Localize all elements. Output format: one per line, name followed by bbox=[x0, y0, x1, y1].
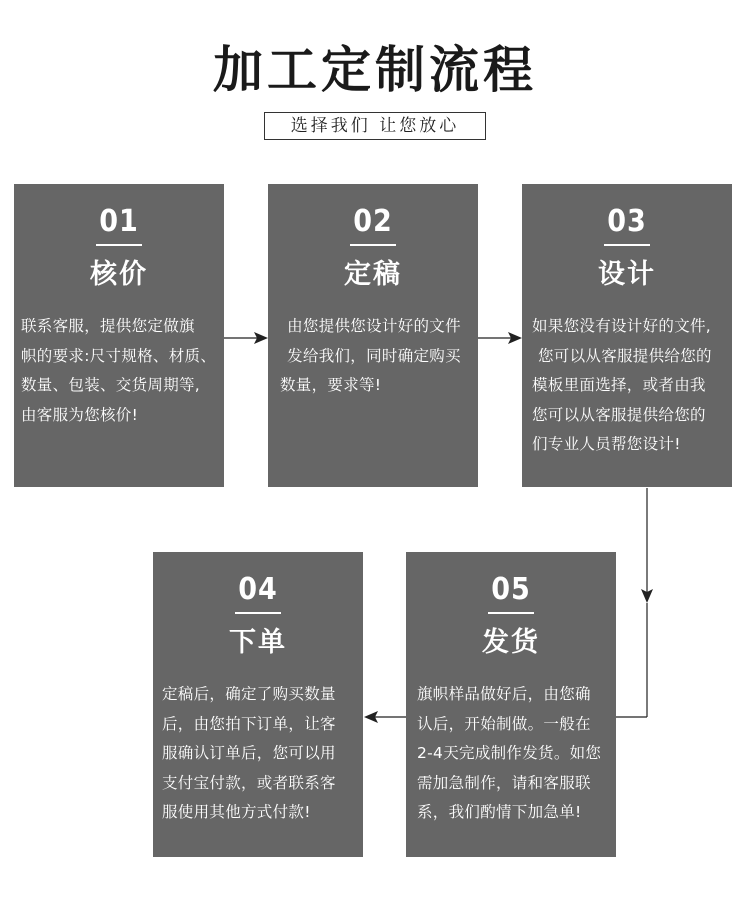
desc-line: 发给我们，同时确定购买 bbox=[287, 346, 461, 365]
step-divider bbox=[604, 244, 650, 246]
step-number: 01 bbox=[99, 204, 139, 239]
step-title: 设计 bbox=[598, 259, 656, 290]
desc-line: 由您提供您设计好的文件 bbox=[287, 317, 461, 335]
step-description bbox=[162, 680, 362, 828]
step-divider bbox=[235, 612, 281, 614]
step-number: 02 bbox=[353, 204, 393, 239]
desc-line: 服使用其他方式付款! bbox=[162, 803, 311, 821]
desc-line: 模板里面选择，或者由我 bbox=[532, 376, 706, 394]
desc-line: 您可以从客服提供给您的 bbox=[538, 346, 712, 365]
arrow-down-icon bbox=[641, 488, 653, 603]
desc-line: 们专业人员帮您设计! bbox=[532, 435, 681, 453]
step-card-design bbox=[522, 184, 732, 487]
desc-line: 数量，要求等! bbox=[280, 376, 382, 394]
subtitle-box: 选择我们 让您放心 bbox=[264, 112, 486, 140]
desc-line: 帜的要求:尺寸规格、材质、 bbox=[21, 346, 217, 365]
step-description bbox=[417, 680, 617, 828]
desc-line: 系，我们酌情下加急单! bbox=[417, 803, 582, 821]
step-card-quote bbox=[14, 184, 224, 487]
step-title: 发货 bbox=[482, 627, 540, 658]
desc-line: 支付宝付款，或者联系客 bbox=[162, 773, 336, 792]
arrow-right-icon bbox=[224, 332, 268, 344]
step-title: 核价 bbox=[90, 259, 148, 290]
page-title: 加工定制流程 bbox=[213, 41, 537, 99]
step-title: 定稿 bbox=[344, 259, 402, 290]
step-title: 下单 bbox=[229, 627, 287, 658]
desc-line: 您可以从客服提供给您的 bbox=[532, 405, 706, 424]
desc-line: 数量、包装、交货周期等, bbox=[21, 376, 201, 394]
desc-line: 如果您没有设计好的文件, bbox=[532, 317, 712, 335]
step-card-order bbox=[153, 552, 363, 857]
step-divider bbox=[350, 244, 396, 246]
step-divider bbox=[488, 612, 534, 614]
step-divider bbox=[96, 244, 142, 246]
desc-line: 由客服为您核价! bbox=[21, 405, 139, 424]
step-description bbox=[272, 312, 476, 401]
desc-line: 旗帜样品做好后，由您确 bbox=[417, 685, 591, 703]
desc-line: 定稿后，确定了购买数量 bbox=[162, 685, 336, 703]
desc-line: 2-4天完成制作发货。如您 bbox=[417, 744, 602, 762]
desc-line: 后，由您拍下订单，让客 bbox=[162, 714, 336, 733]
desc-line: 联系客服，提供您定做旗 bbox=[21, 317, 195, 335]
desc-line: 服确认订单后，您可以用 bbox=[162, 744, 336, 762]
step-description bbox=[21, 312, 221, 430]
step-card-finalize bbox=[268, 184, 478, 487]
step-description bbox=[532, 312, 732, 460]
arrow-right-icon bbox=[478, 332, 522, 344]
step-number: 05 bbox=[491, 572, 531, 607]
step-number: 04 bbox=[238, 572, 278, 607]
step-number: 03 bbox=[607, 204, 647, 239]
desc-line: 认后，开始制做。一般在 bbox=[417, 714, 591, 733]
step-card-ship bbox=[406, 552, 616, 857]
desc-line: 需加急制作，请和客服联 bbox=[417, 773, 591, 792]
